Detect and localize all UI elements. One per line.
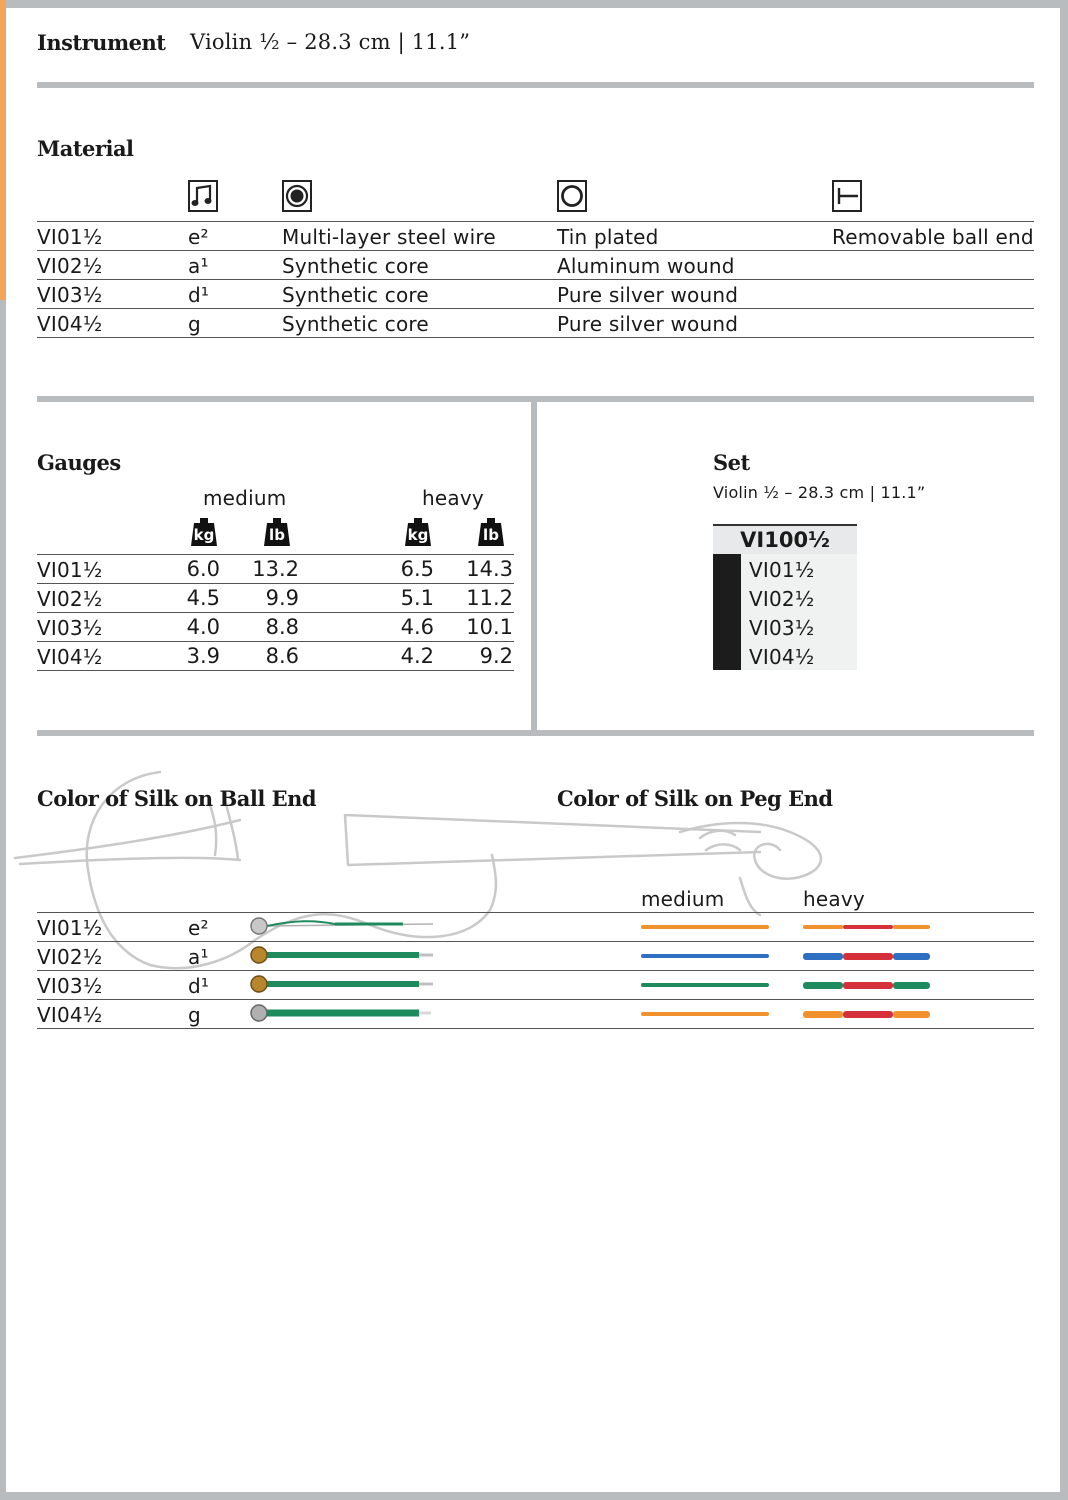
- set-item: VI04½: [749, 645, 815, 669]
- kg-weight-icon: [189, 518, 219, 546]
- kg-unit: kg: [193, 526, 215, 544]
- divider: [37, 554, 514, 555]
- divider: [37, 641, 514, 642]
- string-code: VI03½: [37, 283, 103, 307]
- core-material: Synthetic core: [282, 283, 429, 307]
- heavy-label: heavy: [422, 486, 484, 510]
- string-note: d¹: [188, 283, 210, 307]
- material-title: Material: [37, 136, 134, 161]
- ball-end-icon: [832, 180, 862, 212]
- kg-unit: kg: [407, 526, 429, 544]
- set-title: Set: [713, 450, 750, 475]
- edge-accent: [0, 0, 6, 300]
- medium-lb: 9.9: [265, 586, 299, 610]
- core-material: Synthetic core: [282, 254, 429, 278]
- divider: [37, 279, 1034, 280]
- medium-kg: 3.9: [186, 644, 220, 668]
- heavy-lb: 14.3: [466, 557, 513, 581]
- winding-material: Aluminum wound: [557, 254, 735, 278]
- set-subtitle: Violin ½ – 28.3 cm | 11.1”: [713, 483, 926, 502]
- note-icon: [188, 180, 218, 212]
- divider: [37, 308, 1034, 309]
- lb-unit: lb: [269, 526, 285, 544]
- string-code: VI01½: [37, 916, 103, 940]
- string-code: VI04½: [37, 312, 103, 336]
- medium-kg: 4.0: [186, 615, 220, 639]
- thread-segment: [843, 982, 893, 989]
- string-note: g: [188, 1003, 201, 1027]
- kg-weight-icon: [403, 518, 433, 546]
- lb-weight-icon: [476, 518, 506, 546]
- string-code: VI03½: [37, 616, 103, 640]
- heavy-lb: 9.2: [479, 644, 513, 668]
- instrument-label: Instrument: [37, 30, 166, 55]
- heavy-lb: 10.1: [466, 615, 513, 639]
- divider: [37, 612, 514, 613]
- medium-lb: 8.8: [265, 615, 299, 639]
- string-code: VI02½: [37, 254, 103, 278]
- string-note: g: [188, 312, 201, 336]
- heavy-lb: 11.2: [466, 586, 513, 610]
- medium-kg: 6.0: [186, 557, 220, 581]
- set-item: VI03½: [749, 616, 815, 640]
- ball-end-string-g: [251, 1005, 431, 1021]
- ball-end-title: Color of Silk on Ball End: [37, 786, 317, 811]
- peg-end-title: Color of Silk on Peg End: [557, 786, 833, 811]
- winding-icon: [557, 180, 587, 212]
- divider: [37, 912, 1034, 913]
- string-code: VI01½: [37, 558, 103, 582]
- string-code: VI04½: [37, 645, 103, 669]
- peg-medium-thread-a: [641, 954, 769, 958]
- ball-end-string-a: [251, 947, 433, 963]
- string-note: e²: [188, 916, 209, 940]
- winding-material: Pure silver wound: [557, 283, 739, 307]
- set-item: VI01½: [749, 558, 815, 582]
- medium-lb: 8.6: [265, 644, 299, 668]
- ball-end-string-e: [251, 918, 433, 934]
- ball-end-strings: [245, 912, 445, 1028]
- gauges-title: Gauges: [37, 450, 121, 475]
- medium-label: medium: [203, 486, 287, 510]
- thread-segment: [803, 953, 843, 960]
- thread-segment: [803, 925, 843, 929]
- ball-end-string-d: [251, 976, 433, 992]
- instrument-value: Violin ½ – 28.3 cm | 11.1”: [190, 30, 471, 54]
- winding-material: Tin plated: [557, 225, 659, 249]
- medium-lb: 13.2: [252, 557, 299, 581]
- heavy-kg: 4.2: [400, 644, 434, 668]
- thread-segment: [843, 925, 893, 929]
- divider: [37, 250, 1034, 251]
- end-type: Removable ball end: [832, 225, 1034, 249]
- core-material: Multi-layer steel wire: [282, 225, 496, 249]
- divider: [37, 941, 1034, 942]
- peg-medium-thread-d: [641, 983, 769, 987]
- divider: [37, 1028, 1034, 1029]
- lb-unit: lb: [483, 526, 499, 544]
- divider: [37, 583, 514, 584]
- divider: [37, 730, 1034, 736]
- divider: [37, 337, 1034, 338]
- medium-kg: 4.5: [186, 586, 220, 610]
- set-bar: [713, 554, 741, 670]
- string-note: a¹: [188, 254, 209, 278]
- string-note: d¹: [188, 974, 210, 998]
- peg-medium-thread-e: [641, 925, 769, 929]
- thread-segment: [843, 953, 893, 960]
- string-code: VI02½: [37, 945, 103, 969]
- divider: [37, 999, 1034, 1000]
- string-code: VI02½: [37, 587, 103, 611]
- heavy-kg: 4.6: [400, 615, 434, 639]
- divider: [37, 221, 1034, 222]
- string-code: VI04½: [37, 1003, 103, 1027]
- thread-segment: [893, 982, 930, 989]
- thread-segment: [803, 1011, 843, 1018]
- heavy-kg: 5.1: [400, 586, 434, 610]
- column-divider: [531, 396, 537, 734]
- thread-segment: [803, 982, 843, 989]
- heavy-kg: 6.5: [400, 557, 434, 581]
- divider: [37, 970, 1034, 971]
- core-material: Synthetic core: [282, 312, 429, 336]
- string-code: VI03½: [37, 974, 103, 998]
- core-icon: [282, 180, 312, 212]
- lb-weight-icon: [262, 518, 292, 546]
- peg-medium-label: medium: [641, 887, 725, 911]
- string-note: e²: [188, 225, 209, 249]
- divider: [37, 670, 514, 671]
- winding-material: Pure silver wound: [557, 312, 739, 336]
- divider: [37, 82, 1034, 88]
- string-code: VI01½: [37, 225, 103, 249]
- thread-segment: [893, 953, 930, 960]
- set-item: VI02½: [749, 587, 815, 611]
- thread-segment: [893, 1011, 930, 1018]
- peg-medium-thread-g: [641, 1012, 769, 1016]
- thread-segment: [843, 1011, 893, 1018]
- string-note: a¹: [188, 945, 209, 969]
- peg-heavy-label: heavy: [803, 887, 865, 911]
- set-code: VI100½: [713, 524, 857, 554]
- thread-segment: [893, 925, 930, 929]
